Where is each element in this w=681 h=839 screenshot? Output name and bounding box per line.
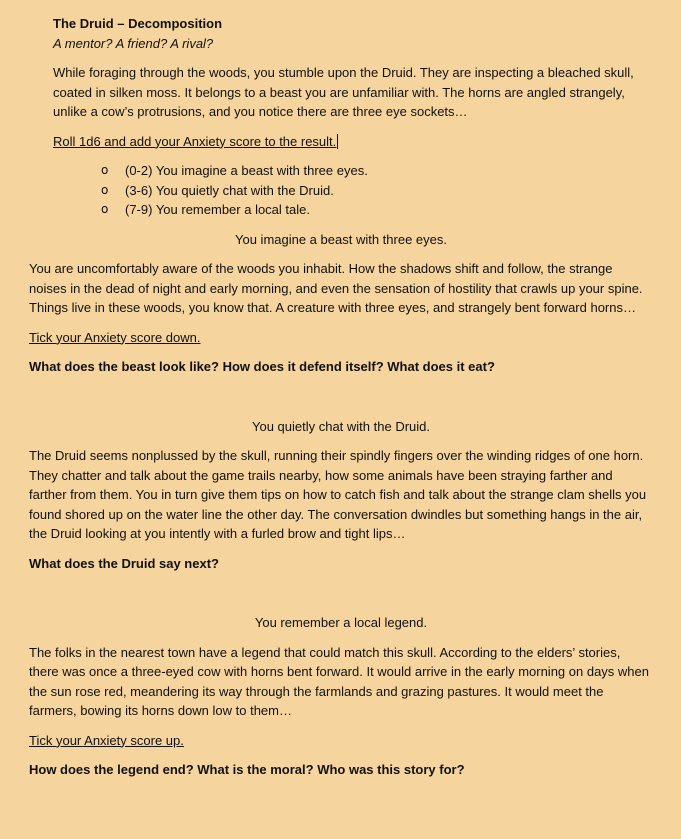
intro-block bbox=[29, 14, 653, 151]
document-page bbox=[29, 14, 653, 780]
text-cursor bbox=[337, 134, 338, 149]
section-body-legend: The folks in the nearest town have a legend that could match this skull. According to the elders’ stories, there was once a three-eyed cow with horns bent forward. It would arrive in the early morning on days when the sun rose red, meandering its way through the farmlands and grazing pastures. It would meet the farmers, bowing its horns down low to them… bbox=[29, 644, 649, 718]
section-body-beast: You are uncomfortably aware of the woods you inhabit. How the shadows shift and follow, the strange noises in the dead of night and early morning, and even the sensation of hostility that crawls up your spine. Things live in these woods, you know that. A creature with three eyes, and strangely bent forward horns… bbox=[29, 261, 643, 315]
roll-instruction-line[interactable] bbox=[53, 132, 653, 152]
document-title: The Druid – Decomposition bbox=[53, 16, 223, 31]
option-text: (0-2) You imagine a beast with three eyes. bbox=[125, 163, 368, 178]
document-subtitle: A mentor? A friend? A rival? bbox=[53, 35, 214, 51]
section-heading-beast: You imagine a beast with three eyes. bbox=[235, 231, 447, 247]
section-body-druid: The Druid seems nonplussed by the skull, running their spindly fingers over the winding ridges of one horn. They chatter and talk about the game trails nearby, how some animals have been straying farther and farther from them. You in turn give them tips on how to catch fish and talk about the strange clam shells you found shored up on the water line the other day. The conversation dwindles but something hangs in the air, the Druid looking at you intently with a furled brow and tight lips… bbox=[29, 448, 647, 541]
section-heading-legend: You remember a local legend. bbox=[254, 615, 428, 630]
option-text: (7-9) You remember a local tale. bbox=[125, 202, 310, 217]
list-item bbox=[101, 200, 653, 220]
section-question-druid: What does the Druid say next? bbox=[29, 555, 219, 571]
hollow-bullet-icon: o bbox=[101, 202, 109, 216]
intro-paragraph: While foraging through the woods, you stumble upon the Druid. They are inspecting a bleached skull, coated in silken moss. It belongs to a beast you are unfamiliar with. The horns are angled strangely, unlike a cow’s protrusions, and you notice there are three eye sockets… bbox=[53, 65, 634, 119]
section-question-beast: What does the beast look like? How does it defend itself? What does it eat? bbox=[29, 359, 495, 374]
tick-instruction-down bbox=[29, 328, 653, 348]
tick-instruction-up bbox=[29, 731, 653, 751]
hollow-bullet-icon: o bbox=[101, 182, 109, 197]
list-item bbox=[101, 181, 653, 201]
option-text: (3-6) You quietly chat with the Druid. bbox=[125, 182, 334, 198]
roll-options-list bbox=[29, 161, 653, 220]
section-heading-druid: You quietly chat with the Druid. bbox=[251, 418, 430, 434]
tick-instruction-text: Tick your Anxiety score up. bbox=[29, 732, 184, 748]
tick-instruction-text: Tick your Anxiety score down. bbox=[29, 329, 201, 345]
roll-instruction: Roll 1d6 and add your Anxiety score to the result. bbox=[53, 133, 337, 149]
hollow-bullet-icon: o bbox=[101, 163, 109, 177]
list-item bbox=[101, 161, 653, 181]
section-question-legend: How does the legend end? What is the moral? Who was this story for? bbox=[29, 762, 465, 777]
